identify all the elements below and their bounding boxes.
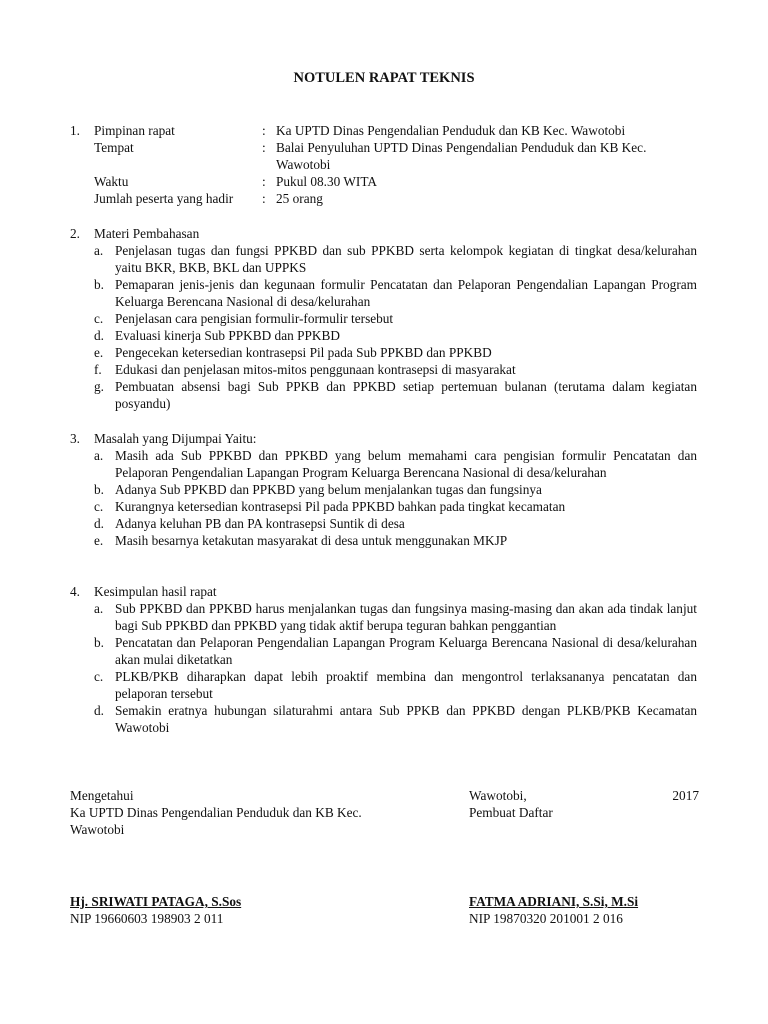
- meeting-info: [70, 122, 700, 207]
- item-text: Edukasi dan penjelasan mitos-mitos penggunaan kontrasepsi di masyarakat: [115, 362, 516, 377]
- item-text: Penjelasan cara pengisian formulir-formulir tersebut: [115, 311, 394, 326]
- item-letter: f.: [94, 362, 102, 377]
- section-items: [70, 447, 697, 549]
- item-letter: b.: [94, 277, 104, 292]
- section-items: [70, 600, 697, 736]
- section-number: 4.: [70, 584, 80, 599]
- signature-label: Mengetahui: [70, 788, 134, 803]
- info-value: Ka UPTD Dinas Pengendalian Penduduk dan KB Kec. Wawotobi: [276, 123, 626, 138]
- list-item: [94, 378, 697, 412]
- list-item: [94, 447, 697, 481]
- item-letter: a.: [94, 243, 104, 258]
- section-kesimpulan: [70, 583, 697, 736]
- list-item: [94, 668, 697, 702]
- section-heading: Kesimpulan hasil rapat: [94, 584, 217, 599]
- item-letter: c.: [94, 669, 104, 684]
- signatory-name: Hj. SRIWATI PATAGA, S.Sos: [70, 894, 242, 909]
- item-letter: g.: [94, 379, 104, 394]
- item-text: Masih ada Sub PPKBD dan PPKBD yang belum memahami cara pengisian formulir Pencatatan dan Pelaporan Pengendalian Lapangan Program Keluarga Berencana Nasional di desa/kelurahan: [115, 448, 697, 480]
- item-letter: b.: [94, 482, 104, 497]
- info-row-leader: [70, 122, 700, 139]
- info-row-place: [70, 139, 700, 173]
- section-heading-row: [70, 225, 697, 242]
- section-heading-row: [70, 430, 697, 447]
- item-letter: d.: [94, 703, 104, 718]
- section-number: 3.: [70, 431, 80, 446]
- list-item: [94, 498, 697, 515]
- item-text: Adanya Sub PPKBD dan PPKBD yang belum menjalankan tugas dan fungsinya: [115, 482, 542, 497]
- list-item: [94, 310, 697, 327]
- item-text: Masih besarnya ketakutan masyarakat di desa untuk menggunakan MKJP: [115, 533, 508, 548]
- signature-block-right: [469, 787, 699, 821]
- document-title: NOTULEN RAPAT TEKNIS: [293, 70, 475, 86]
- item-text: Pencatatan dan Pelaporan Pengendalian Lapangan Program Keluarga Berencana Nasional di desa/kelurahan akan mulai diketatkan: [115, 635, 697, 667]
- list-item: [94, 481, 697, 498]
- section-items: [70, 242, 697, 412]
- list-item: [94, 344, 697, 361]
- info-value: Balai Penyuluhan UPTD Dinas Pengendalian Penduduk dan KB Kec. Wawotobi: [276, 140, 647, 172]
- info-label: Pimpinan rapat: [94, 123, 175, 138]
- section-number: 2.: [70, 226, 80, 241]
- list-item: [94, 361, 697, 378]
- list-item: [94, 532, 697, 549]
- item-text: Semakin eratnya hubungan silaturahmi antara Sub PPKB dan PPKBD dengan PLKB/PKB Kecamatan Wawotobi: [115, 703, 697, 735]
- item-text: Pemaparan jenis-jenis dan kegunaan formulir Pencatatan dan Pelaporan Pengendalian Lapangan Program Keluarga Berencana Nasional di desa/kelurahan: [115, 277, 697, 309]
- item-text: Adanya keluhan PB dan PA kontrasepsi Suntik di desa: [115, 516, 405, 531]
- place-date-row: [469, 787, 699, 804]
- signatory-left: [70, 893, 241, 927]
- info-label: Tempat: [94, 140, 134, 155]
- section-masalah: [70, 430, 697, 549]
- item-text: Pembuatan absensi bagi Sub PPKB dan PPKBD setiap pertemuan bulanan (terutama dalam kegiatan posyandu): [115, 379, 697, 411]
- info-row-attendees: [70, 190, 700, 207]
- info-colon: :: [262, 140, 266, 155]
- item-text: PLKB/PKB diharapkan dapat lebih proaktif membina dan mengontrol terlaksananya pencatatan dan pelaporan tersebut: [115, 669, 697, 701]
- list-item: [94, 600, 697, 634]
- item-letter: e.: [94, 345, 104, 360]
- section-heading: Materi Pembahasan: [94, 226, 200, 241]
- info-colon: :: [262, 123, 266, 138]
- signature-place: Wawotobi,: [469, 788, 527, 803]
- signature-block-left: [70, 787, 410, 838]
- section-heading-row: [70, 583, 697, 600]
- info-label: Jumlah peserta yang hadir: [94, 191, 234, 206]
- info-row-time: [70, 173, 700, 190]
- item-letter: c.: [94, 311, 104, 326]
- item-text: Penjelasan tugas dan fungsi PPKBD dan sub PPKBD serta kelompok kegiatan di tingkat desa/kelurahan yaitu BKR, BKB, BKL dan UPPKS: [115, 243, 697, 275]
- info-colon: :: [262, 191, 266, 206]
- signature-role: Pembuat Daftar: [469, 805, 553, 820]
- item-letter: b.: [94, 635, 104, 650]
- list-item: [94, 515, 697, 532]
- item-text: Pengecekan ketersedian kontrasepsi Pil pada Sub PPKBD dan PPKBD: [115, 345, 492, 360]
- info-colon: :: [262, 174, 266, 189]
- item-letter: d.: [94, 516, 104, 531]
- signature-year: 2017: [672, 788, 699, 803]
- item-text: Evaluasi kinerja Sub PPKBD dan PPKBD: [115, 328, 340, 343]
- item-letter: e.: [94, 533, 104, 548]
- section-number: 1.: [70, 123, 80, 138]
- info-value: Pukul 08.30 WITA: [276, 174, 377, 189]
- info-value: 25 orang: [276, 191, 323, 206]
- list-item: [94, 634, 697, 668]
- info-label: Waktu: [94, 174, 129, 189]
- list-item: [94, 276, 697, 310]
- list-item: [94, 702, 697, 736]
- list-item: [94, 327, 697, 344]
- item-letter: d.: [94, 328, 104, 343]
- section-heading: Masalah yang Dijumpai Yaitu:: [94, 431, 257, 446]
- signature-position: Ka UPTD Dinas Pengendalian Penduduk dan KB Kec. Wawotobi: [70, 805, 362, 837]
- signatory-nip: NIP 19660603 198903 2 011: [70, 911, 224, 926]
- signatory-name: FATMA ADRIANI, S.Si, M.Si: [469, 894, 639, 909]
- item-text: Kurangnya ketersedian kontrasepsi Pil pada PPKBD bahkan pada tingkat kecamatan: [115, 499, 566, 514]
- section-materi: [70, 225, 697, 412]
- signatory-nip: NIP 19870320 201001 2 016: [469, 911, 623, 926]
- signatory-right: [469, 893, 638, 927]
- list-item: [94, 242, 697, 276]
- item-letter: a.: [94, 448, 104, 463]
- item-text: Sub PPKBD dan PPKBD harus menjalankan tugas dan fungsinya masing-masing dan akan ada tindak lanjut bagi Sub PPKBD dan PPKBD yang tidak aktif berupa teguran bahkan penggantian: [115, 601, 697, 633]
- item-letter: a.: [94, 601, 104, 616]
- item-letter: c.: [94, 499, 104, 514]
